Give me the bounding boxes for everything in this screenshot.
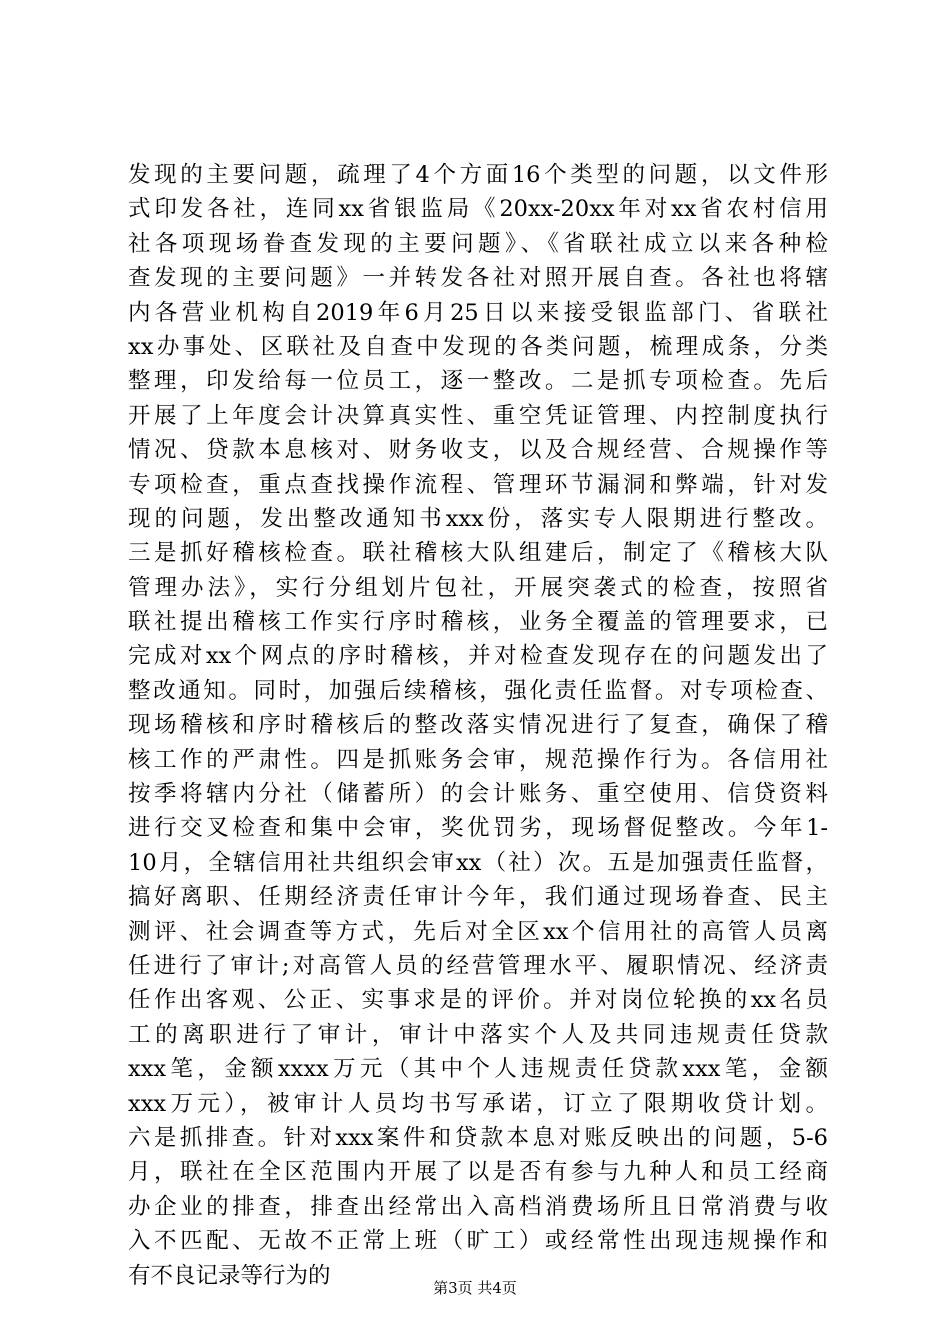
text-line: 内各营业机构自2019年6月25日以来接受银监部门、省联社 (128, 299, 828, 326)
text-line: 式印发各社，连同xx省银监局《20xx-20xx年对xx省农村信用 (128, 196, 828, 223)
text-line: 任作出客观、公正、实事求是的评价。并对岗位轮换的xx名员 (128, 987, 828, 1014)
text-line: 六是抓排查。针对xxx案件和贷款本息对账反映出的问题，5-6 (128, 1124, 828, 1151)
text-line: 核工作的严肃性。四是抓账务会审，规范操作行为。各信用社 (128, 746, 828, 773)
text-line: xx办事处、区联社及自查中发现的各类问题，梳理成条，分类 (128, 333, 828, 360)
text-line: 开展了上年度会计决算真实性、重空凭证管理、内控制度执行 (128, 402, 828, 429)
text-line: 社各项现场眷查发现的主要问题》、《省联社成立以来各种检 (128, 230, 828, 257)
text-line: 10月，全辖信用社共组织会审xx（社）次。五是加强责任监督， (128, 849, 828, 876)
text-line: 测评、社会调查等方式，先后对全区xx个信用社的高管人员离 (128, 918, 828, 945)
text-line: 三是抓好稽核检查。联社稽核大队组建后，制定了《稽核大队 (128, 540, 828, 567)
text-line: 现场稽核和序时稽核后的整改落实情况进行了复查，确保了稽 (128, 712, 828, 739)
text-line: xxx笔，金额xxxx万元（其中个人违规责任贷款xxx笔，金额 (128, 1056, 828, 1083)
text-line: 按季将辖内分社（储蓄所）的会计账务、重空使用、信贷资料 (128, 781, 828, 808)
text-line: 入不匹配、无故不正常上班（旷工）或经常性出现违规操作和 (128, 1228, 828, 1255)
text-line: 管理办法》，实行分组划片包社，开展突袭式的检查，按照省 (128, 574, 828, 601)
text-line: 情况、贷款本息核对、财务收支，以及合规经营、合规操作等 (128, 437, 828, 464)
text-line: 任进行了审计;对高管人员的经营管理水平、履职情况、经济责 (128, 952, 828, 979)
text-line: 发现的主要问题，疏理了4个方面16个类型的问题，以文件形 (128, 162, 828, 188)
text-line: 专项检查，重点查找操作流程、管理环节漏洞和弊端，针对发 (128, 471, 828, 498)
page-footer: 第3页 共4页 (433, 1279, 517, 1297)
text-line: 月，联社在全区范围内开展了以是否有参与九种人和员工经商 (128, 1159, 828, 1186)
text-line: 整改通知。同时，加强后续稽核，强化责任监督。对专项检查、 (128, 677, 828, 704)
text-line: 查发现的主要问题》一并转发各社对照开展自查。各社也将辖 (128, 265, 828, 292)
text-line: 进行交叉检查和集中会审，奖优罚劣，现场督促整改。今年1- (128, 815, 828, 842)
text-line: 有不良记录等行为的 (128, 1262, 331, 1289)
text-line: 现的问题，发出整改通知书xxx份，落实专人限期进行整改。 (128, 505, 828, 532)
text-line: 联社提出稽核工作实行序时稽核，业务全覆盖的管理要求，已 (128, 609, 828, 636)
text-line: xxx万元），被审计人员均书写承诺，订立了限期收贷计划。 (128, 1090, 828, 1117)
text-line: 工的离职进行了审计，审计中落实个人及共同违规责任贷款 (128, 1021, 828, 1048)
text-line: 整理，印发给每一位员工，逐一整改。二是抓专项检查。先后 (128, 368, 828, 395)
text-line: 完成对xx个网点的序时稽核，并对检查发现存在的问题发出了 (128, 643, 828, 670)
text-line: 搞好离职、任期经济责任审计今年，我们通过现场眷查、民主 (128, 884, 828, 911)
body-text (128, 158, 828, 1293)
text-line: 办企业的排查，排查出经常出入高档消费场所且日常消费与收 (128, 1193, 828, 1220)
